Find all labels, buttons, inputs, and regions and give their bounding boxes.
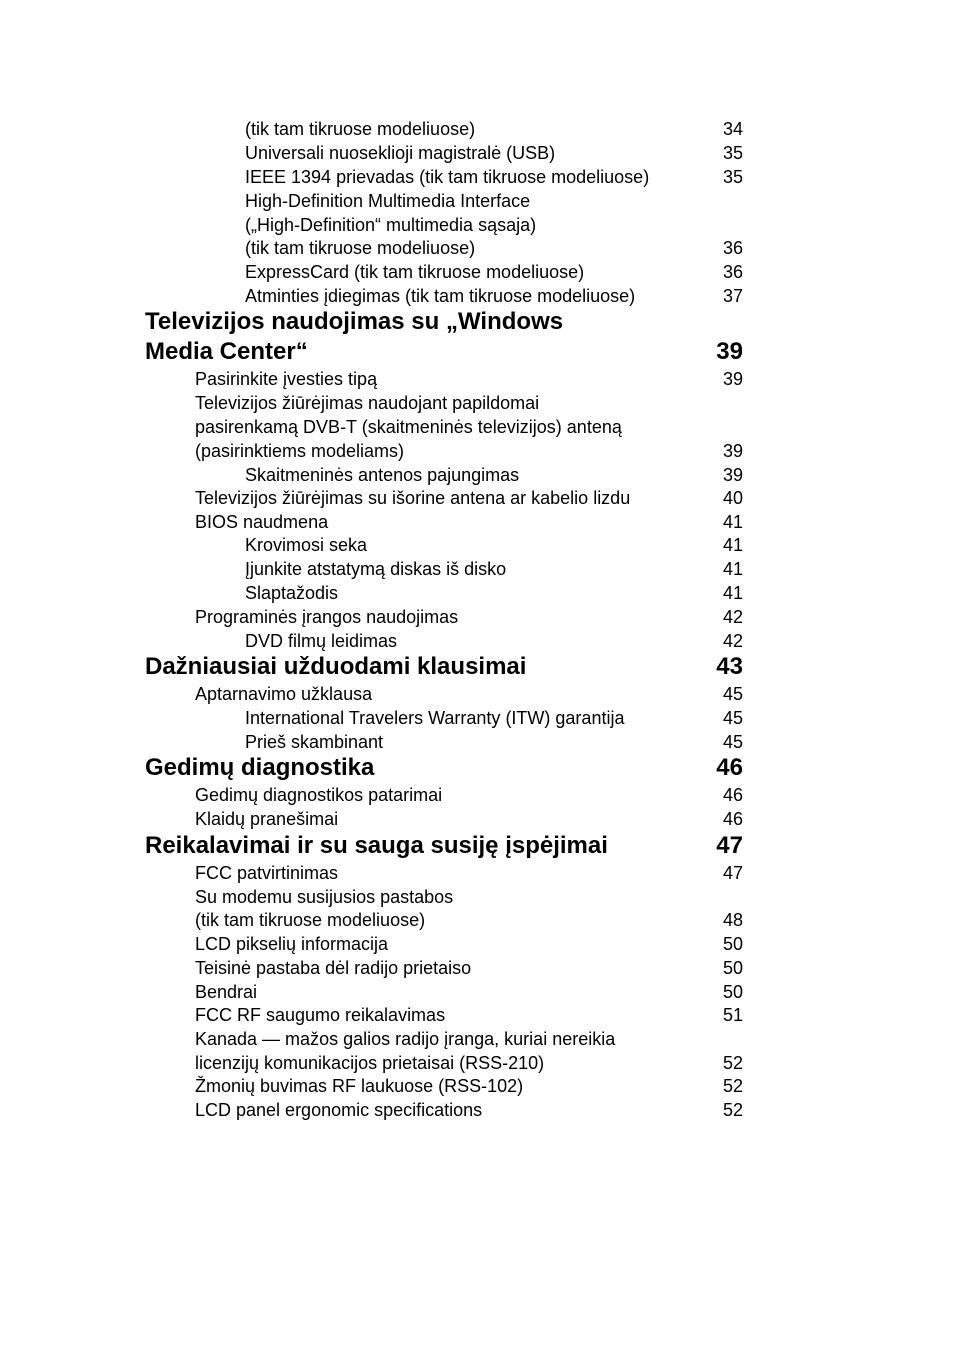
toc-chapter-entry — [0, 830, 954, 862]
toc-entry-title: Dažniausiai užduodami klausimai — [145, 653, 527, 680]
toc-subsection-entry — [0, 284, 954, 308]
toc-entry-title: (tik tam tikruose modeliuose) — [245, 238, 476, 258]
toc-entry-page-number: 50 — [722, 982, 743, 1002]
toc-section-entry — [0, 439, 954, 463]
toc-entry-title: High-Definition Multimedia Interface — [245, 191, 531, 211]
toc-subsection-entry — [0, 533, 954, 557]
toc-subsection-entry — [0, 557, 954, 581]
toc-entry-page-number: 40 — [722, 488, 743, 508]
toc-entry-title: („High-Definition“ multimedia sąsaja) — [245, 215, 537, 235]
toc-entry-title: BIOS naudmena — [195, 512, 329, 532]
toc-section-entry — [0, 861, 954, 885]
toc-entry-title: (tik tam tikruose modeliuose) — [195, 910, 426, 930]
toc-section-entry — [0, 980, 954, 1004]
toc-entry-title: Slaptažodis — [245, 583, 339, 603]
toc-entry-page-number: 41 — [722, 583, 743, 603]
toc-chapter-entry — [0, 336, 954, 368]
toc-entry-title: Pasirinkite įvesties tipą — [195, 369, 378, 389]
toc-entry-page-number: 52 — [722, 1100, 743, 1120]
toc-entry-title: Universali nuoseklioji magistralė (USB) — [245, 143, 556, 163]
toc-entry-title: Teisinė pastaba dėl radijo prietaiso — [195, 958, 472, 978]
toc-entry-page-number: 36 — [722, 262, 743, 282]
toc-subsection-entry — [0, 629, 954, 653]
toc-entry-page-number: 39 — [722, 465, 743, 485]
toc-subsection-entry — [0, 730, 954, 754]
toc-entry-title: International Travelers Warranty (ITW) garantija — [245, 708, 625, 728]
toc-entry-title: (tik tam tikruose modeliuose) — [245, 119, 476, 139]
toc-entry-title: (pasirinktiems modeliams) — [195, 441, 405, 461]
toc-subsection-entry — [0, 706, 954, 730]
toc-entry-page-number: 39 — [716, 338, 743, 365]
toc-section-entry — [0, 1098, 954, 1122]
toc-entry-title: FCC RF saugumo reikalavimas — [195, 1005, 446, 1025]
toc-section-entry — [0, 510, 954, 534]
toc-subsection-entry — [0, 189, 954, 213]
toc-section-entry — [0, 1027, 954, 1051]
toc-entry-title: Programinės įrangos naudojimas — [195, 607, 459, 627]
toc-entry-title: Media Center“ — [145, 338, 308, 365]
toc-section-entry — [0, 956, 954, 980]
toc-entry-page-number: 48 — [722, 910, 743, 930]
toc-entry-page-number: 47 — [722, 863, 743, 883]
toc-entry-title: Kanada — mažos galios radijo įranga, kuriai nereikia — [195, 1029, 616, 1049]
toc-entry-page-number: 46 — [722, 785, 743, 805]
toc-entry-title: FCC patvirtinimas — [195, 863, 339, 883]
toc-section-entry — [0, 885, 954, 909]
toc-section-entry — [0, 415, 954, 439]
toc-entry-page-number: 36 — [722, 238, 743, 258]
toc-entry-title: LCD panel ergonomic specifications — [195, 1100, 483, 1120]
toc-subsection-entry — [0, 117, 954, 141]
toc-entry-title: pasirenkamą DVB-T (skaitmeninės televizijos) anteną — [195, 417, 622, 437]
toc-entry-title: Prieš skambinant — [245, 732, 384, 752]
toc-entry-title: Gedimų diagnostika — [145, 754, 375, 781]
toc-subsection-entry — [0, 260, 954, 284]
toc-entry-page-number: 35 — [722, 167, 743, 187]
toc-subsection-entry — [0, 581, 954, 605]
toc-section-entry — [0, 1003, 954, 1027]
toc-subsection-entry — [0, 213, 954, 237]
toc-entry-page-number: 52 — [722, 1076, 743, 1096]
toc-entry-title: Atminties įdiegimas (tik tam tikruose modeliuose) — [245, 286, 636, 306]
toc-entry-title: Bendrai — [195, 982, 258, 1002]
toc-entry-title: licenzijų komunikacijos prietaisai (RSS-210) — [195, 1053, 545, 1073]
toc-entry-title: ExpressCard (tik tam tikruose modeliuose) — [245, 262, 585, 282]
toc-entry-title: Gedimų diagnostikos patarimai — [195, 785, 443, 805]
toc-subsection-entry — [0, 141, 954, 165]
toc-section-entry — [0, 1074, 954, 1098]
toc-entry-page-number: 42 — [722, 631, 743, 651]
toc-entry-title: DVD filmų leidimas — [245, 631, 398, 651]
toc-chapter-entry — [0, 306, 954, 338]
toc-entry-title: Su modemu susijusios pastabos — [195, 887, 454, 907]
toc-entry-page-number: 47 — [716, 832, 743, 859]
toc-entry-title: Klaidų pranešimai — [195, 809, 339, 829]
toc-entry-title: Krovimosi seka — [245, 535, 368, 555]
toc-entry-title: Reikalavimai ir su sauga susiję įspėjimai — [145, 832, 608, 859]
toc-entry-page-number: 50 — [722, 934, 743, 954]
toc-entry-page-number: 45 — [722, 732, 743, 752]
toc-entry-page-number: 41 — [722, 512, 743, 532]
toc-entry-page-number: 43 — [716, 653, 743, 680]
toc-chapter-entry — [0, 651, 954, 683]
toc-subsection-entry — [0, 463, 954, 487]
toc-entry-page-number: 35 — [722, 143, 743, 163]
toc-entry-page-number: 52 — [722, 1053, 743, 1073]
toc-entry-page-number: 46 — [716, 754, 743, 781]
toc-section-entry — [0, 682, 954, 706]
toc-entry-title: Žmonių buvimas RF laukuose (RSS-102) — [195, 1076, 524, 1096]
toc-entry-page-number: 50 — [722, 958, 743, 978]
toc-entry-page-number: 51 — [722, 1005, 743, 1025]
toc-entry-title: IEEE 1394 prievadas (tik tam tikruose modeliuose) — [245, 167, 650, 187]
toc-entry-title: Aptarnavimo užklausa — [195, 684, 373, 704]
toc-section-entry — [0, 367, 954, 391]
toc-entry-page-number: 45 — [722, 708, 743, 728]
toc-section-entry — [0, 1051, 954, 1075]
toc-entry-page-number: 39 — [722, 369, 743, 389]
toc-section-entry — [0, 391, 954, 415]
toc-entry-page-number: 39 — [722, 441, 743, 461]
toc-chapter-entry — [0, 752, 954, 784]
toc-section-entry — [0, 486, 954, 510]
toc-section-entry — [0, 605, 954, 629]
toc-section-entry — [0, 908, 954, 932]
toc-entry-page-number: 37 — [722, 286, 743, 306]
toc-entry-page-number: 41 — [722, 559, 743, 579]
toc-subsection-entry — [0, 236, 954, 260]
toc-entry-title: Televizijos naudojimas su „Windows — [145, 308, 564, 335]
toc-subsection-entry — [0, 165, 954, 189]
toc-entry-page-number: 41 — [722, 535, 743, 555]
toc-entry-title: Televizijos žiūrėjimas naudojant papildomai — [195, 393, 540, 413]
toc-section-entry — [0, 932, 954, 956]
toc-entry-page-number: 42 — [722, 607, 743, 627]
toc-section-entry — [0, 807, 954, 831]
toc-entry-page-number: 34 — [722, 119, 743, 139]
toc-entry-title: Įjunkite atstatymą diskas iš disko — [245, 559, 507, 579]
toc-entry-title: Televizijos žiūrėjimas su išorine antena ar kabelio lizdu — [195, 488, 631, 508]
toc-entry-page-number: 45 — [722, 684, 743, 704]
toc-entry-page-number: 46 — [722, 809, 743, 829]
toc-section-entry — [0, 783, 954, 807]
toc-entry-title: Skaitmeninės antenos pajungimas — [245, 465, 520, 485]
toc-entry-title: LCD pikselių informacija — [195, 934, 389, 954]
